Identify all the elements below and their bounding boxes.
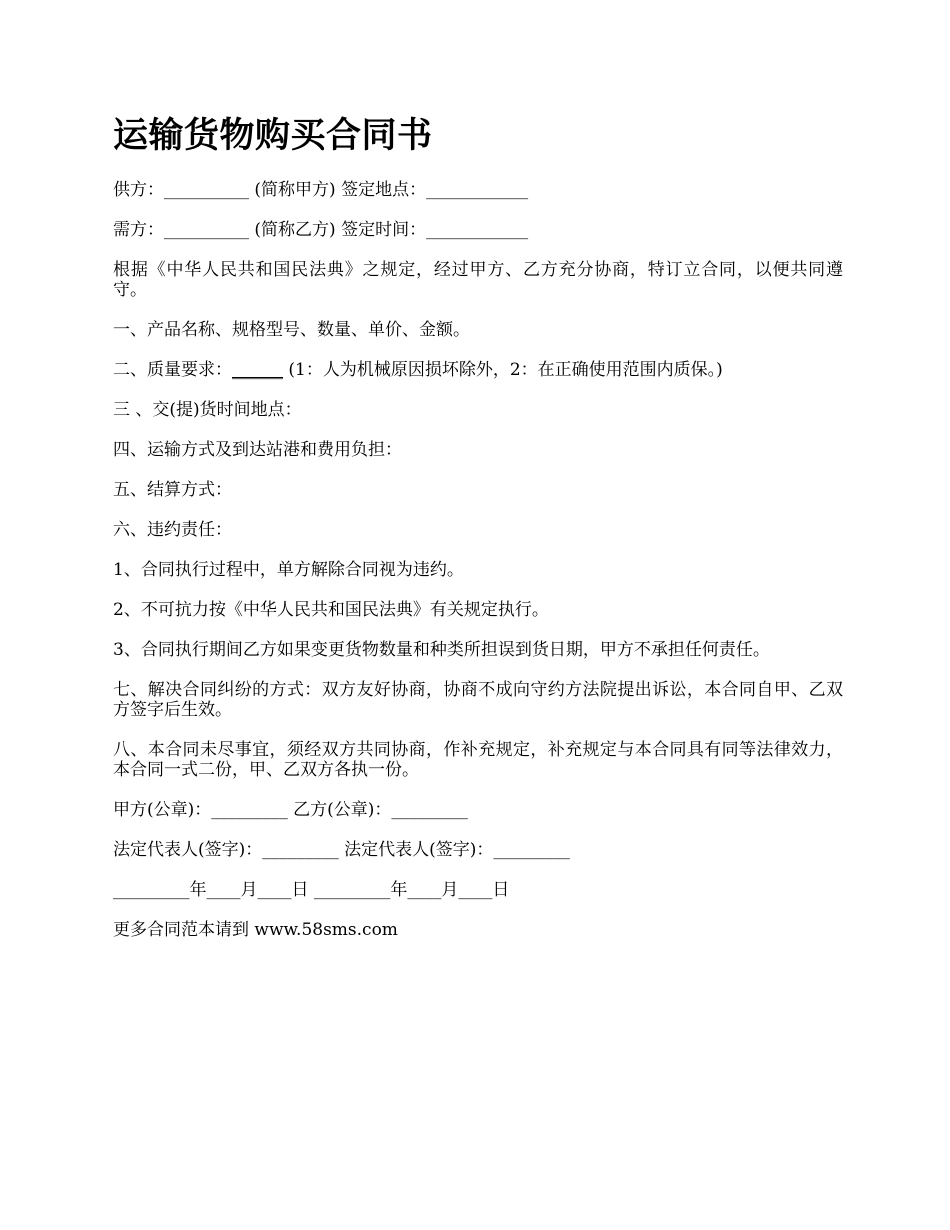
clause-6: 六、违约责任：: [113, 520, 232, 540]
clause-2-prefix: 二、质量要求：: [113, 360, 232, 380]
preamble: 根据《中华人民共和国民法典》之规定，经过甲方、乙方充分协商，特订立合同，以便共同遵守。: [113, 260, 843, 300]
clause-8: 八、本合同未尽事宜，须经双方共同协商，作补充规定，补充规定与本合同具有同等法律效力，本合同一式二份，甲、乙双方各执一份。: [113, 740, 843, 780]
supplier-line: 供方：__________ (简称甲方) 签定地点：____________: [113, 180, 529, 200]
clause-6-3: 3、合同执行期间乙方如果变更货物数量和种类所担误到货日期，甲方不承担任何责任。: [113, 640, 770, 660]
seal-line: 甲方(公章)：_________ 乙方(公章)：_________: [113, 800, 468, 820]
date-line: _________年____月____日 _________年____月____日: [113, 880, 510, 900]
clause-5: 五、结算方式：: [113, 480, 232, 500]
clause-7: 七、解决合同纠纷的方式：双方友好协商，协商不成向守约方法院提出诉讼，本合同自甲、乙双方签字后生效。: [113, 680, 843, 720]
footer-link-text: 更多合同范本请到 www.58sms.com: [113, 920, 398, 940]
contract-document: [113, 112, 843, 960]
buyer-line: 需方：__________ (简称乙方) 签定时间：____________: [113, 220, 529, 240]
clause-2-suffix: (1：人为机械原因损坏除外，2：在正确使用范围内质保。): [283, 360, 723, 380]
clause-2: [113, 360, 843, 380]
clause-1: 一、产品名称、规格型号、数量、单价、金额。: [113, 320, 470, 340]
representative-line: 法定代表人(签字)：_________ 法定代表人(签字)：_________: [113, 840, 570, 860]
clause-3: 三 、交(提)货时间地点：: [113, 400, 302, 420]
quality-blank: ______: [232, 360, 283, 380]
clause-4: 四、运输方式及到达站港和费用负担：: [113, 440, 402, 460]
document-title: 运输货物购买合同书: [113, 116, 433, 156]
clause-6-1: 1、合同执行过程中，单方解除合同视为违约。: [113, 560, 464, 580]
clause-6-2: 2、不可抗力按《中华人民共和国民法典》有关规定执行。: [113, 600, 549, 620]
